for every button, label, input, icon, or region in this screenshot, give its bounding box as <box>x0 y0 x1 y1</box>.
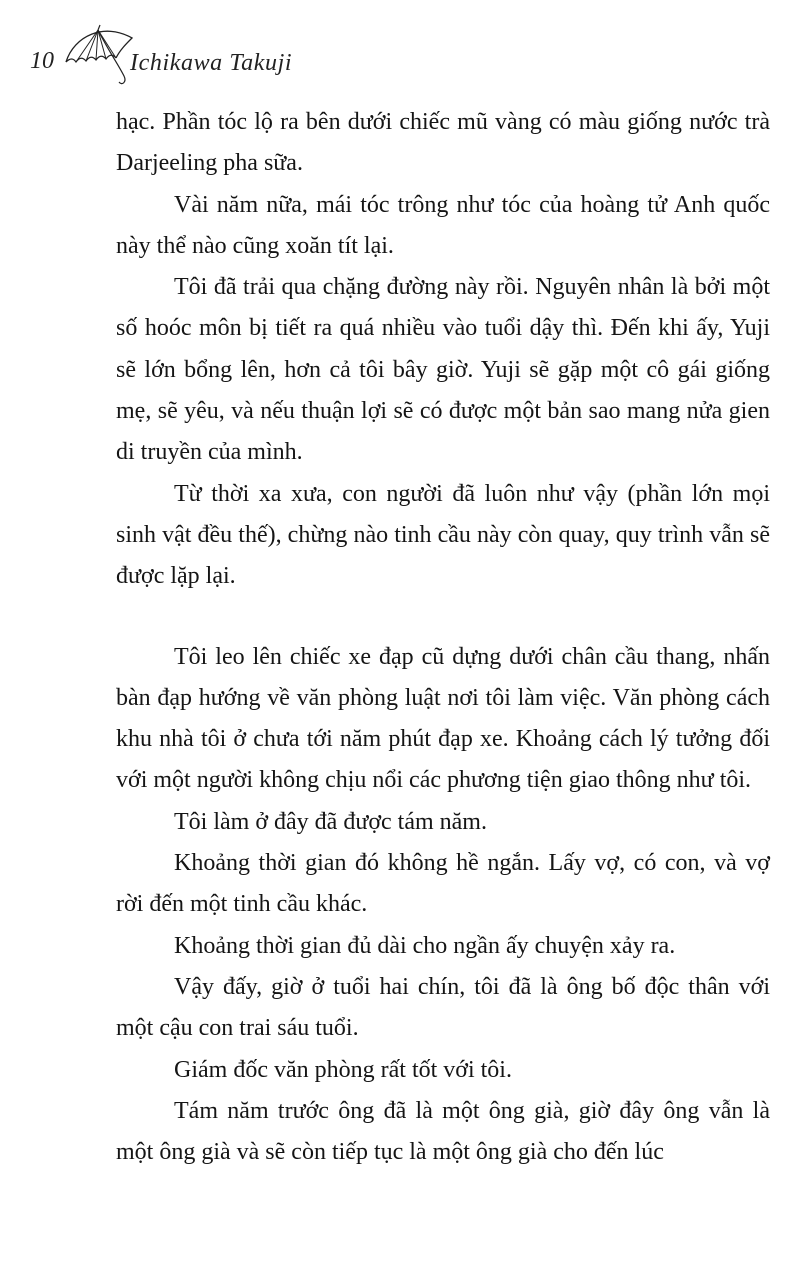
paragraph: Từ thời xa xưa, con người đã luôn như vậy (phần lớn mọi sinh vật đều thế), chừng nào tinh cầu này còn quay, quy trình vẫn sẽ được lặp lại. <box>116 480 770 590</box>
paragraph: Khoảng thời gian đó không hề ngắn. Lấy vợ, có con, và vợ rời đến một tinh cầu khác. <box>116 850 770 918</box>
section-break <box>116 598 770 637</box>
paragraph: Tôi đã trải qua chặng đường này rồi. Nguyên nhân là bởi một số hoóc môn bị tiết ra quá nhiều vào tuổi dậy thì. Đến khi ấy, Yuji sẽ lớn bổng lên, hơn cả tôi bây giờ. Yuji sẽ gặp một cô gái giống mẹ, sẽ yêu, và nếu thuận lợi sẽ có được một bản sao mang nửa gien di truyền của mình. <box>116 274 770 466</box>
paragraph: Tám năm trước ông đã là một ông già, giờ đây ông vẫn là một ông già và sẽ còn tiếp tục là một ông già cho đến lúc <box>116 1097 770 1166</box>
paragraph: Tôi làm ở đây đã được tám năm. <box>174 808 487 835</box>
author-name: Ichikawa Takuji <box>130 50 293 76</box>
paragraph: Khoảng thời gian đủ dài cho ngần ấy chuyện xảy ra. <box>174 932 676 959</box>
paragraph: hạc. Phần tóc lộ ra bên dưới chiếc mũ vàng có màu giống nước trà Darjeeling pha sữa. <box>116 109 770 177</box>
paragraph: Tôi leo lên chiếc xe đạp cũ dựng dưới chân cầu thang, nhấn bàn đạp hướng về văn phòng luật nơi tôi làm việc. Văn phòng cách khu nhà tôi ở chưa tới năm phút đạp xe. Khoảng cách lý tưởng đối với một người không chịu nổi các phương tiện giao thông như tôi. <box>116 643 770 794</box>
running-header <box>30 24 430 94</box>
page-number: 10 <box>30 48 54 74</box>
page-body <box>116 102 770 1173</box>
paragraph: Giám đốc văn phòng rất tốt với tôi. <box>174 1056 512 1083</box>
paragraph: Vậy đấy, giờ ở tuổi hai chín, tôi đã là ông bố độc thân với một cậu con trai sáu tuổi. <box>116 973 770 1042</box>
paragraph: Vài năm nữa, mái tóc trông như tóc của hoàng tử Anh quốc này thể nào cũng xoăn tít lại. <box>116 191 770 259</box>
